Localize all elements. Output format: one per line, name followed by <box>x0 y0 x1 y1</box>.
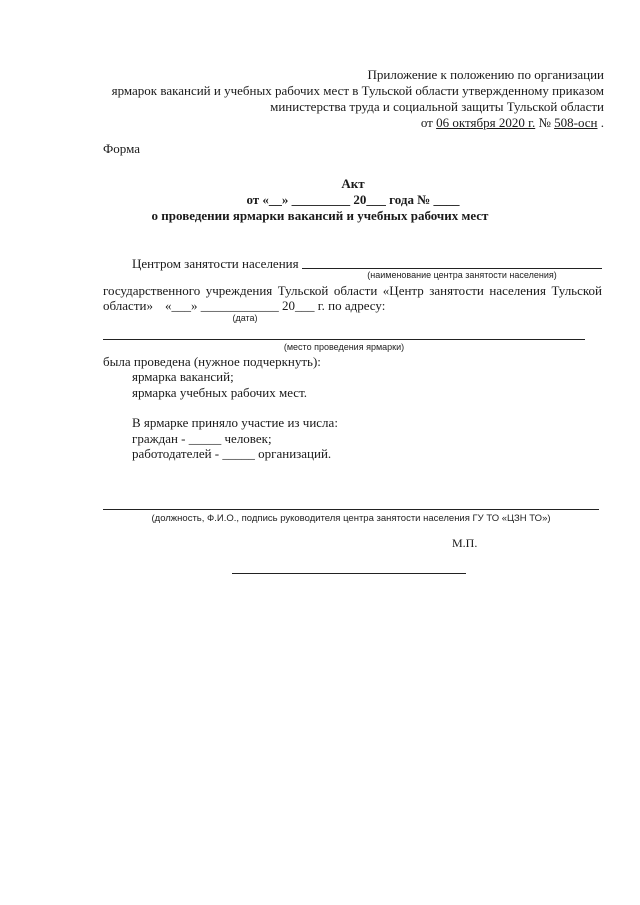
header-line-4 <box>421 115 604 130</box>
region-word: области» <box>103 298 153 313</box>
order-date: 06 октября 2020 г. <box>436 115 536 130</box>
act-subject: о проведении ярмарки вакансий и учебных рабочих мест <box>151 208 489 223</box>
act-title: Акт <box>341 176 365 191</box>
signature-line <box>103 509 599 510</box>
bottom-line <box>232 573 466 574</box>
date-template: «___» ____________ 20___ г. по адресу: <box>165 298 386 313</box>
header-line-2: ярмарок вакансий и учебных рабочих мест в Тульской области утвержденному приказом <box>111 83 604 98</box>
employers-line: работодателей - _____ организаций. <box>132 446 332 461</box>
centre-caption: (наименование центра занятости населения) <box>367 270 557 280</box>
header-line-1: Приложение к положению по организации <box>367 67 604 82</box>
act-date-number: от «__» _________ 20___ года № ____ <box>246 192 460 207</box>
header-line-3: министерства труда и социальной защиты Тульской области <box>270 99 604 114</box>
form-label: Форма <box>103 141 140 156</box>
option-vacancies: ярмарка вакансий; <box>132 369 234 384</box>
centre-label: Центром занятости населения <box>132 256 299 271</box>
order-number: 508-осн <box>554 115 598 130</box>
stamp-label: М.П. <box>452 536 478 550</box>
signature-caption: (должность, Ф.И.О., подпись руководителя центра занятости населения ГУ ТО «ЦЗН ТО») <box>151 513 551 524</box>
date-caption: (дата) <box>232 313 258 323</box>
order-number-sign: № <box>538 115 551 130</box>
option-training: ярмарка учебных рабочих мест. <box>132 385 308 400</box>
header-suffix: . <box>600 115 604 130</box>
citizens-line: граждан - _____ человек; <box>132 431 272 446</box>
header-prefix: от <box>420 115 433 130</box>
participants-label: В ярмарке приняло участие из числа: <box>132 415 338 430</box>
held-label: была проведена (нужное подчеркнуть): <box>103 354 321 369</box>
centre-name-line <box>302 268 602 269</box>
place-line <box>103 339 585 340</box>
institution-line: государственного учреждения Тульской области «Центр занятости населения Тульской <box>103 283 602 298</box>
place-caption: (место проведения ярмарки) <box>283 342 405 352</box>
